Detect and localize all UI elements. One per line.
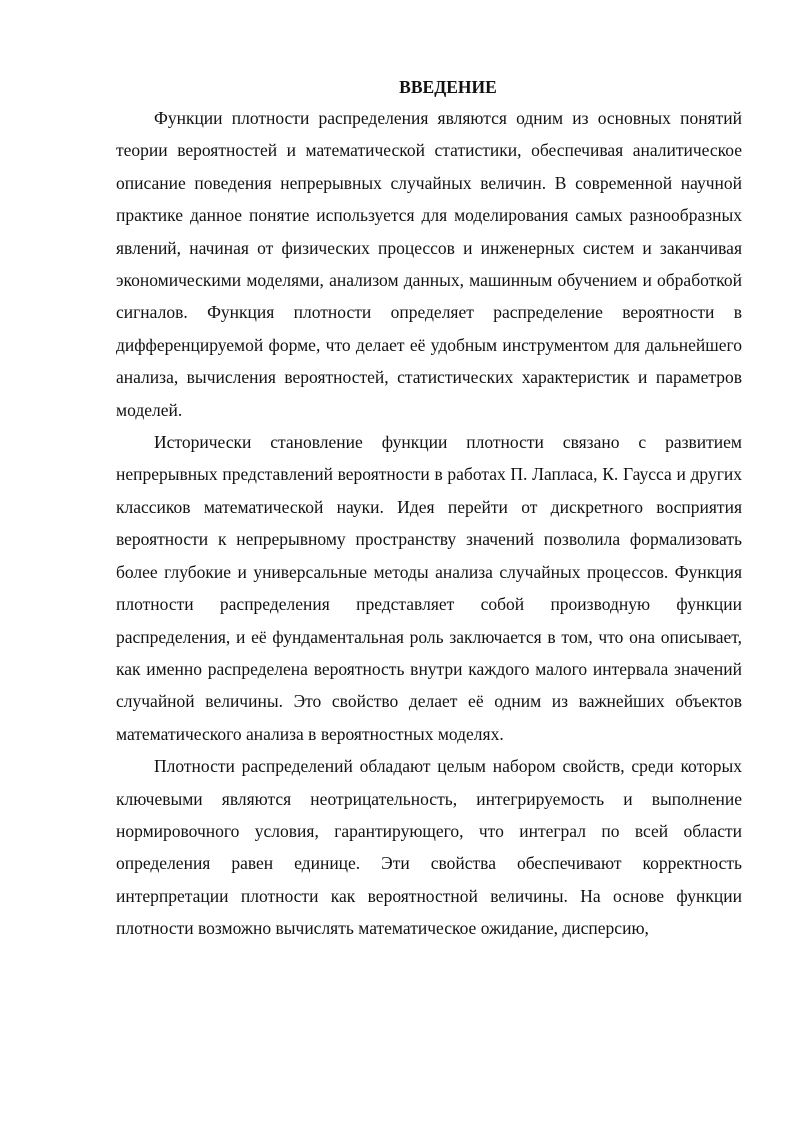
paragraph-2: Исторически становление функции плотности связано с развитием непрерывных представлений вероятности в работах П. Лапласа, К. Гаусса и других классиков математической науки. Идея перейти от дискретного восприятия вероятности к непрерывному пространству значений позволила формализовать более глубокие и универсальные методы анализа случайных процессов. Функция плотности распределения представляет собой производную функции распределения, и её фундаментальная роль заключается в том, что она описывает, как именно распределена вероятность внутри каждого малого интервала значений случайной величины. Это свойство делает её одним из важнейших объектов математического анализа в вероятностных моделях.: [116, 432, 742, 744]
paragraph-3: Плотности распределений обладают целым набором свойств, среди которых ключевыми являются неотрицательность, интегрируемость и выполнение нормировочного условия, гарантирующего, что интеграл по всей области определения равен единице. Эти свойства обеспечивают корректность интерпретации плотности как вероятностной величины. На основе функции плотности возможно вычислять математическое ожидание, дисперсию,: [116, 756, 742, 939]
section-title: ВВЕДЕНИЕ: [399, 77, 497, 97]
document-body: [116, 74, 742, 945]
paragraph-1: Функции плотности распределения являются одним из основных понятий теории вероятностей и математической статистики, обеспечивая аналитическое описание поведения непрерывных случайных величин. В современной научной практике данное понятие используется для моделирования самых разнообразных явлений, начиная от физических процессов и инженерных систем и заканчивая экономическими моделями, анализом данных, машинным обучением и обработкой сигналов. Функция плотности определяет распределение вероятности в дифференцируемой форме, что делает её удобным инструментом для дальнейшего анализа, вычисления вероятностей, статистических характеристик и параметров моделей.: [116, 108, 742, 420]
